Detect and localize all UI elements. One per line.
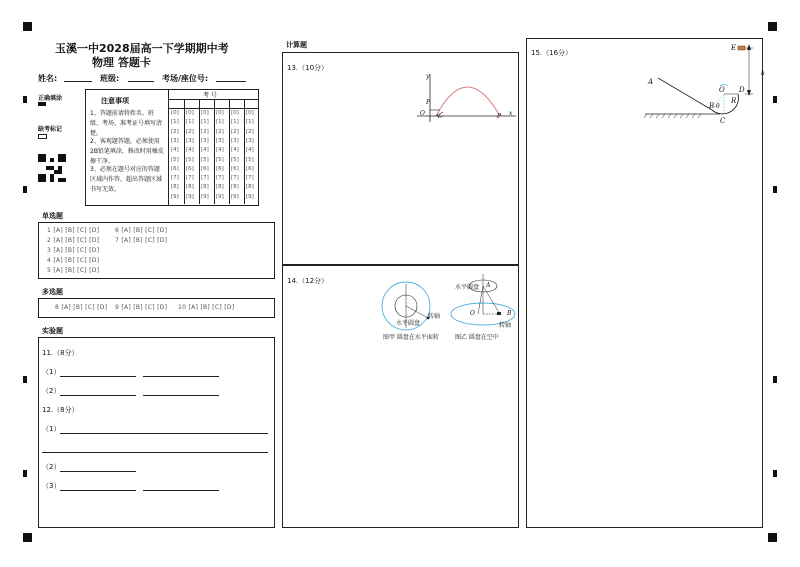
exam-number-column-divider: [229, 99, 230, 204]
fig13-origin-label: O: [420, 110, 425, 117]
answer-line[interactable]: [42, 452, 268, 453]
q14-label: 14.（12分）: [287, 277, 329, 285]
exam-number-grid[interactable]: [168, 110, 259, 204]
fig13-force-label: F: [426, 99, 431, 106]
seat-field[interactable]: [216, 81, 246, 82]
exam-number-bubble[interactable]: [4]: [171, 147, 179, 154]
exam-number-bubble[interactable]: [8]: [201, 184, 209, 191]
side-mark: [23, 96, 27, 103]
side-mark: [773, 470, 777, 477]
side-mark: [23, 186, 27, 193]
exam-number-label: 考 号: [203, 92, 217, 99]
exam-number-bubble[interactable]: [4]: [231, 147, 239, 154]
multi-choice-title: 多选题: [42, 288, 63, 296]
exam-number-column-divider: [214, 99, 215, 204]
choice-row[interactable]: 6 [A] [B] [C] [D]: [115, 227, 168, 234]
choice-row[interactable]: 3 [A] [B] [C] [D]: [47, 247, 100, 254]
exam-number-bubble[interactable]: [1]: [216, 119, 224, 126]
choice-row[interactable]: 1 [A] [B] [C] [D]: [47, 227, 100, 234]
exam-number-bubble[interactable]: [0]: [246, 110, 254, 116]
answer-line[interactable]: [143, 376, 219, 377]
sheet-subtitle: 物理 答题卡: [92, 56, 151, 69]
fig15-radius-label: R: [731, 97, 737, 105]
choice-row[interactable]: 4 [A] [B] [C] [D]: [47, 257, 100, 264]
exam-number-bubble[interactable]: [6]: [186, 165, 194, 172]
exam-number-bubble[interactable]: [5]: [201, 156, 209, 163]
fig14-point-b-label: B: [507, 310, 512, 317]
answer-line[interactable]: [143, 395, 219, 396]
q12-part-3: （3）: [42, 482, 61, 490]
exam-number-bubble[interactable]: [1]: [201, 119, 209, 126]
exam-number-bubble[interactable]: [7]: [201, 175, 209, 182]
exam-number-bubble[interactable]: [9]: [186, 193, 194, 200]
exam-number-bubble[interactable]: [9]: [216, 193, 224, 200]
experiment-title: 实验题: [42, 327, 63, 335]
q12-part-1: （1）: [42, 425, 61, 433]
answer-line[interactable]: [60, 395, 136, 396]
exam-number-bubble[interactable]: [3]: [216, 137, 224, 144]
correct-fill-label: 正确填涂: [38, 95, 63, 102]
exam-number-bubble[interactable]: [2]: [231, 128, 239, 135]
exam-number-bubble[interactable]: [8]: [171, 184, 179, 191]
class-field[interactable]: [128, 81, 154, 82]
side-mark: [773, 96, 777, 103]
notice-item: 3、必须在题号对应的答题区域内作答，超出答题区域书写无效。: [90, 166, 163, 193]
fig15-point-e-label: E: [731, 44, 737, 52]
exam-number-bubble[interactable]: [7]: [171, 175, 179, 182]
absent-mark-label: 缺考标记: [38, 126, 63, 133]
choice-row[interactable]: 5 [A] [B] [C] [D]: [47, 267, 100, 274]
absent-mark-box[interactable]: [38, 134, 47, 139]
exam-number-bubble[interactable]: [1]: [231, 119, 239, 126]
exam-number-bubble[interactable]: [5]: [231, 156, 239, 163]
exam-number-bubble[interactable]: [3]: [186, 137, 194, 144]
exam-number-bubble[interactable]: [0]: [216, 110, 224, 116]
corner-mark-top-left: [23, 22, 32, 31]
answer-line[interactable]: [60, 376, 136, 377]
exam-number-column-divider: [244, 99, 245, 204]
exam-number-bubble[interactable]: [1]: [186, 119, 194, 126]
side-mark: [23, 470, 27, 477]
exam-number-bubble[interactable]: [7]: [186, 175, 194, 182]
side-mark: [773, 186, 777, 193]
exam-number-column-divider: [199, 99, 200, 204]
corner-mark-bottom-left: [23, 533, 32, 542]
exam-number-bubble[interactable]: [7]: [216, 175, 224, 182]
exam-number-bubble[interactable]: [4]: [246, 147, 254, 154]
exam-number-bubble[interactable]: [8]: [246, 184, 254, 191]
answer-line[interactable]: [60, 490, 136, 491]
exam-number-bubble[interactable]: [8]: [231, 184, 239, 191]
answer-line[interactable]: [60, 471, 136, 472]
exam-number-bubble[interactable]: [4]: [201, 147, 209, 154]
exam-number-column-divider: [184, 99, 185, 204]
exam-number-bubble[interactable]: [1]: [171, 119, 179, 126]
q12-part-2: （2）: [42, 463, 61, 471]
exam-number-bubble[interactable]: [6]: [201, 165, 209, 172]
exam-number-bubble[interactable]: [5]: [171, 156, 179, 163]
single-choice-title: 单选题: [42, 212, 63, 220]
exam-number-bubble[interactable]: [3]: [231, 137, 239, 144]
class-label: 班级:: [100, 74, 120, 83]
notice-item: 1、答题前请将姓名、班级、考场、准考证号填写清楚。: [90, 110, 163, 137]
qr-code: [38, 154, 66, 182]
fig14-axis-label: 转轴: [499, 322, 512, 329]
exam-number-bubble[interactable]: [3]: [171, 137, 179, 144]
side-mark: [773, 376, 777, 383]
name-field[interactable]: [64, 81, 92, 82]
q15-label: 15.（16分）: [531, 49, 573, 57]
fig13-point-p-label: P: [497, 113, 502, 120]
exam-number-bubble[interactable]: [2]: [201, 128, 209, 135]
name-label: 姓名:: [38, 74, 58, 83]
exam-number-bubble[interactable]: [9]: [231, 193, 239, 200]
fig15-point-c-label: C: [720, 117, 726, 125]
q12-label: 12.（8分）: [42, 406, 79, 414]
fig15-point-b-label: B: [709, 102, 715, 110]
exam-number-bubble[interactable]: [0]: [186, 110, 194, 116]
fig15-point-d-label: D: [739, 86, 745, 94]
fig15-point-a-label: A: [648, 78, 654, 86]
exam-number-bubble[interactable]: [6]: [231, 165, 239, 172]
fig15-track-diagram: [640, 40, 762, 128]
choice-row[interactable]: 7 [A] [B] [C] [D]: [115, 237, 168, 244]
side-mark: [23, 376, 27, 383]
exam-number-bubble[interactable]: [5]: [216, 156, 224, 163]
exam-number-bubble[interactable]: [7]: [231, 175, 239, 182]
q13-label: 13.（10分）: [287, 64, 329, 72]
notice-title: 注意事项: [101, 97, 129, 105]
corner-mark-bottom-right: [768, 533, 777, 542]
exam-number-bubble[interactable]: [9]: [201, 193, 209, 200]
exam-number-bubble[interactable]: [8]: [186, 184, 194, 191]
q11-part-1: （1）: [42, 368, 61, 376]
exam-number-bubble[interactable]: [2]: [216, 128, 224, 135]
exam-number-bubble[interactable]: [8]: [216, 184, 224, 191]
notice-item: 2、客观题答题，必须使用2B铅笔填涂，修改时用橡皮擦干净。: [90, 138, 164, 165]
choice-row[interactable]: 2 [A] [B] [C] [D]: [47, 237, 100, 244]
choice-row[interactable]: 9 [A] [B] [C] [D]: [115, 304, 168, 311]
exam-number-bubble[interactable]: [0]: [171, 110, 179, 116]
exam-number-bubble[interactable]: [3]: [246, 137, 254, 144]
exam-number-bubble[interactable]: [0]: [231, 110, 239, 116]
calc-title: 计算题: [286, 41, 307, 49]
exam-number-bubble[interactable]: [5]: [246, 156, 254, 163]
exam-number-bubble[interactable]: [9]: [246, 193, 254, 200]
fig14-center-label: O: [470, 310, 475, 317]
answer-line[interactable]: [60, 433, 268, 434]
fig15-angle-label: θ: [716, 103, 720, 110]
fig14-plate-label: 水平圆盘: [396, 320, 421, 327]
corner-mark-top-right: [768, 22, 777, 31]
fig14-caption-1: 图甲 圆盘在水平面转: [383, 334, 439, 341]
fig13-y-label: y: [426, 73, 430, 80]
exam-number-bubble[interactable]: [2]: [246, 128, 254, 135]
exam-number-bubble[interactable]: [7]: [246, 175, 254, 182]
sheet-title: 玉溪一中2028届高一下学期期中考: [55, 42, 229, 55]
fig14-axis-label-left: 转轴: [428, 313, 441, 320]
exam-number-bubble[interactable]: [1]: [246, 119, 254, 126]
q11-part-2: （2）: [42, 387, 61, 395]
exam-number-bubble[interactable]: [3]: [201, 137, 209, 144]
exam-number-bubble[interactable]: [4]: [216, 147, 224, 154]
choice-row[interactable]: 8 [A] [B] [C] [D]: [55, 304, 108, 311]
exam-number-bubble[interactable]: [4]: [186, 147, 194, 154]
fig13-velocity-label: v₀: [437, 113, 443, 120]
exam-number-bubble[interactable]: [6]: [171, 165, 179, 172]
exam-number-bubble[interactable]: [2]: [186, 128, 194, 135]
fig15-height-label: h: [761, 70, 765, 77]
answer-line[interactable]: [143, 490, 219, 491]
exam-number-bubble[interactable]: [6]: [216, 165, 224, 172]
fig13-x-label: x: [509, 110, 513, 117]
exam-number-bubble[interactable]: [2]: [171, 128, 179, 135]
q11-label: 11.（8分）: [42, 349, 79, 357]
exam-number-bubble[interactable]: [6]: [246, 165, 254, 172]
fig14-caption-2: 图乙 圆盘在空中: [455, 334, 499, 341]
correct-fill-sample: [38, 102, 46, 106]
exam-number-bubble[interactable]: [5]: [186, 156, 194, 163]
choice-row[interactable]: 10 [A] [B] [C] [D]: [178, 304, 235, 311]
exam-number-bubble[interactable]: [0]: [201, 110, 209, 116]
fig15-center-label: O: [719, 86, 725, 94]
seat-label: 考场/座位号:: [162, 74, 209, 83]
fig14-point-a-label: A: [486, 282, 491, 289]
exam-number-bubble[interactable]: [9]: [171, 193, 179, 200]
fig14-top-label: 水平圆盘: [455, 284, 480, 291]
